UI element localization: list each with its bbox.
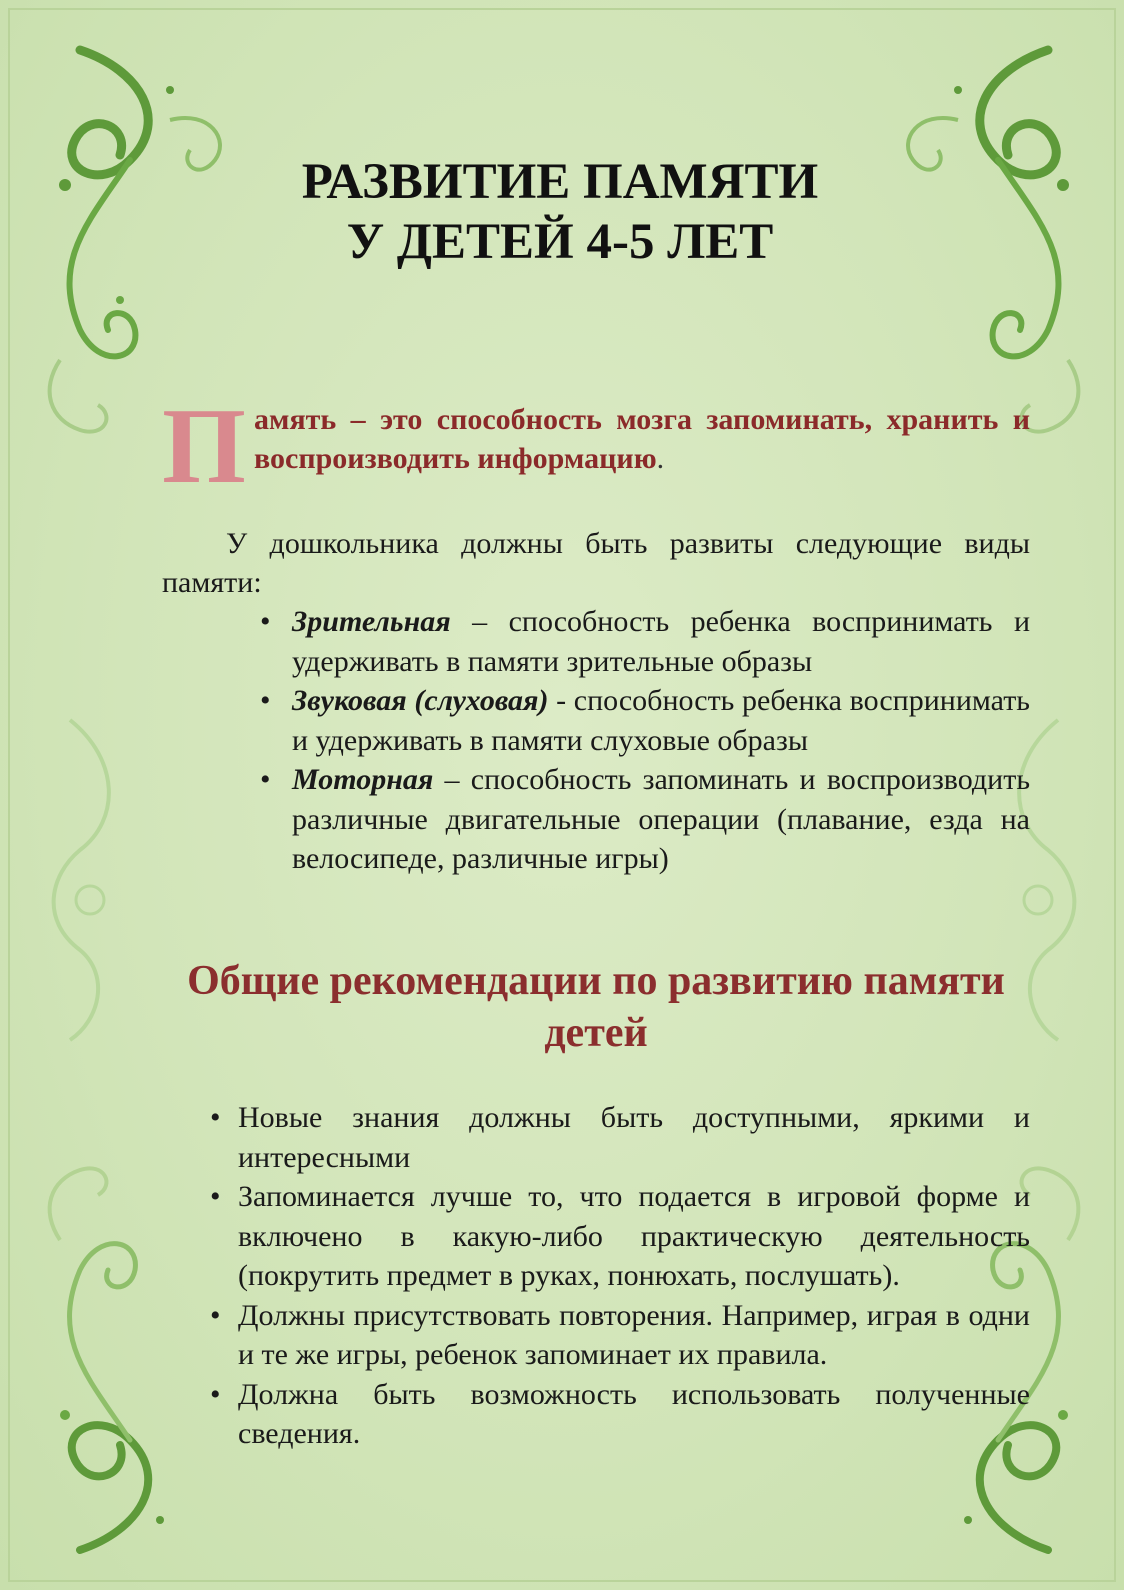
list-item: [210, 1098, 1030, 1177]
memory-type-description: способность ребенка воспринимать и удерживать в памяти слуховые образы: [292, 684, 1030, 757]
page-title: [250, 152, 870, 272]
list-item: [210, 1375, 1030, 1454]
memory-type-description: способность запоминать и воспроизводить различные двигательные операции (плавание, езда на велосипеде, различные игры): [292, 763, 1031, 875]
ornament-bottom-left-icon: [20, 1100, 220, 1570]
recommendation-text: Должна быть возможность использовать полученные сведения.: [238, 1377, 1030, 1450]
list-item: [260, 760, 1031, 879]
recommendations-list: [210, 1098, 1030, 1454]
memory-type-term: Зрительная: [292, 605, 451, 638]
recommendations-heading: Общие рекомендации по развитию памяти детей: [187, 958, 1005, 1056]
dropcap-letter: П: [162, 387, 247, 506]
memory-type-separator: –: [450, 605, 509, 638]
memory-types-list: [260, 602, 1031, 879]
definition-paragraph: [162, 387, 1030, 506]
list-item: [260, 681, 1030, 760]
bullet-icon: •: [260, 684, 271, 717]
memory-type-separator: –: [433, 763, 471, 796]
definition-text: [162, 400, 1030, 478]
definition-body: это способность мозга запоминать, хранить и воспроизводить информацию: [254, 403, 1030, 475]
memory-type-term: Моторная: [292, 763, 434, 796]
definition-dash: –: [350, 403, 366, 436]
ornament-left-middle-icon: [30, 700, 150, 1100]
recommendation-text: Должны присутствовать повторения. Например, играя в одни и те же игры, ребенок запоминает их правила.: [238, 1298, 1030, 1371]
lead-paragraph: У дошкольника должны быть развиты следующие виды памяти:: [162, 527, 1030, 599]
bullet-icon: •: [210, 1377, 221, 1411]
ornament-top-right-icon: [878, 30, 1108, 450]
bullet-icon: •: [210, 1101, 221, 1134]
recommendation-text: Новые знания должны быть доступными, яркими и интересными: [238, 1101, 1030, 1174]
memory-type-term: Звуковая (слуховая): [292, 684, 549, 717]
bullet-icon: •: [260, 605, 271, 638]
recommendation-text: Запоминается лучше то, что подается в игровой форме и включено в какую-либо практическую деятельность (покрутить предмет в руках, понюхать, послушать).: [238, 1180, 1030, 1292]
memory-type-separator: -: [548, 684, 574, 717]
definition-lead-word: амять: [254, 403, 337, 436]
list-item: [260, 602, 1030, 681]
bullet-icon: •: [260, 763, 271, 796]
list-item: [210, 1296, 1030, 1375]
title-line-1: РАЗВИТИЕ ПАМЯТИ: [301, 154, 819, 210]
bullet-icon: •: [210, 1180, 221, 1213]
memory-type-description: способность ребенка воспринимать и удерживать в памяти зрительные образы: [292, 605, 1030, 678]
list-item: [210, 1177, 1030, 1296]
title-line-2: У ДЕТЕЙ 4-5 ЛЕТ: [346, 214, 774, 270]
definition-period: .: [656, 442, 665, 475]
bullet-icon: •: [210, 1298, 221, 1332]
